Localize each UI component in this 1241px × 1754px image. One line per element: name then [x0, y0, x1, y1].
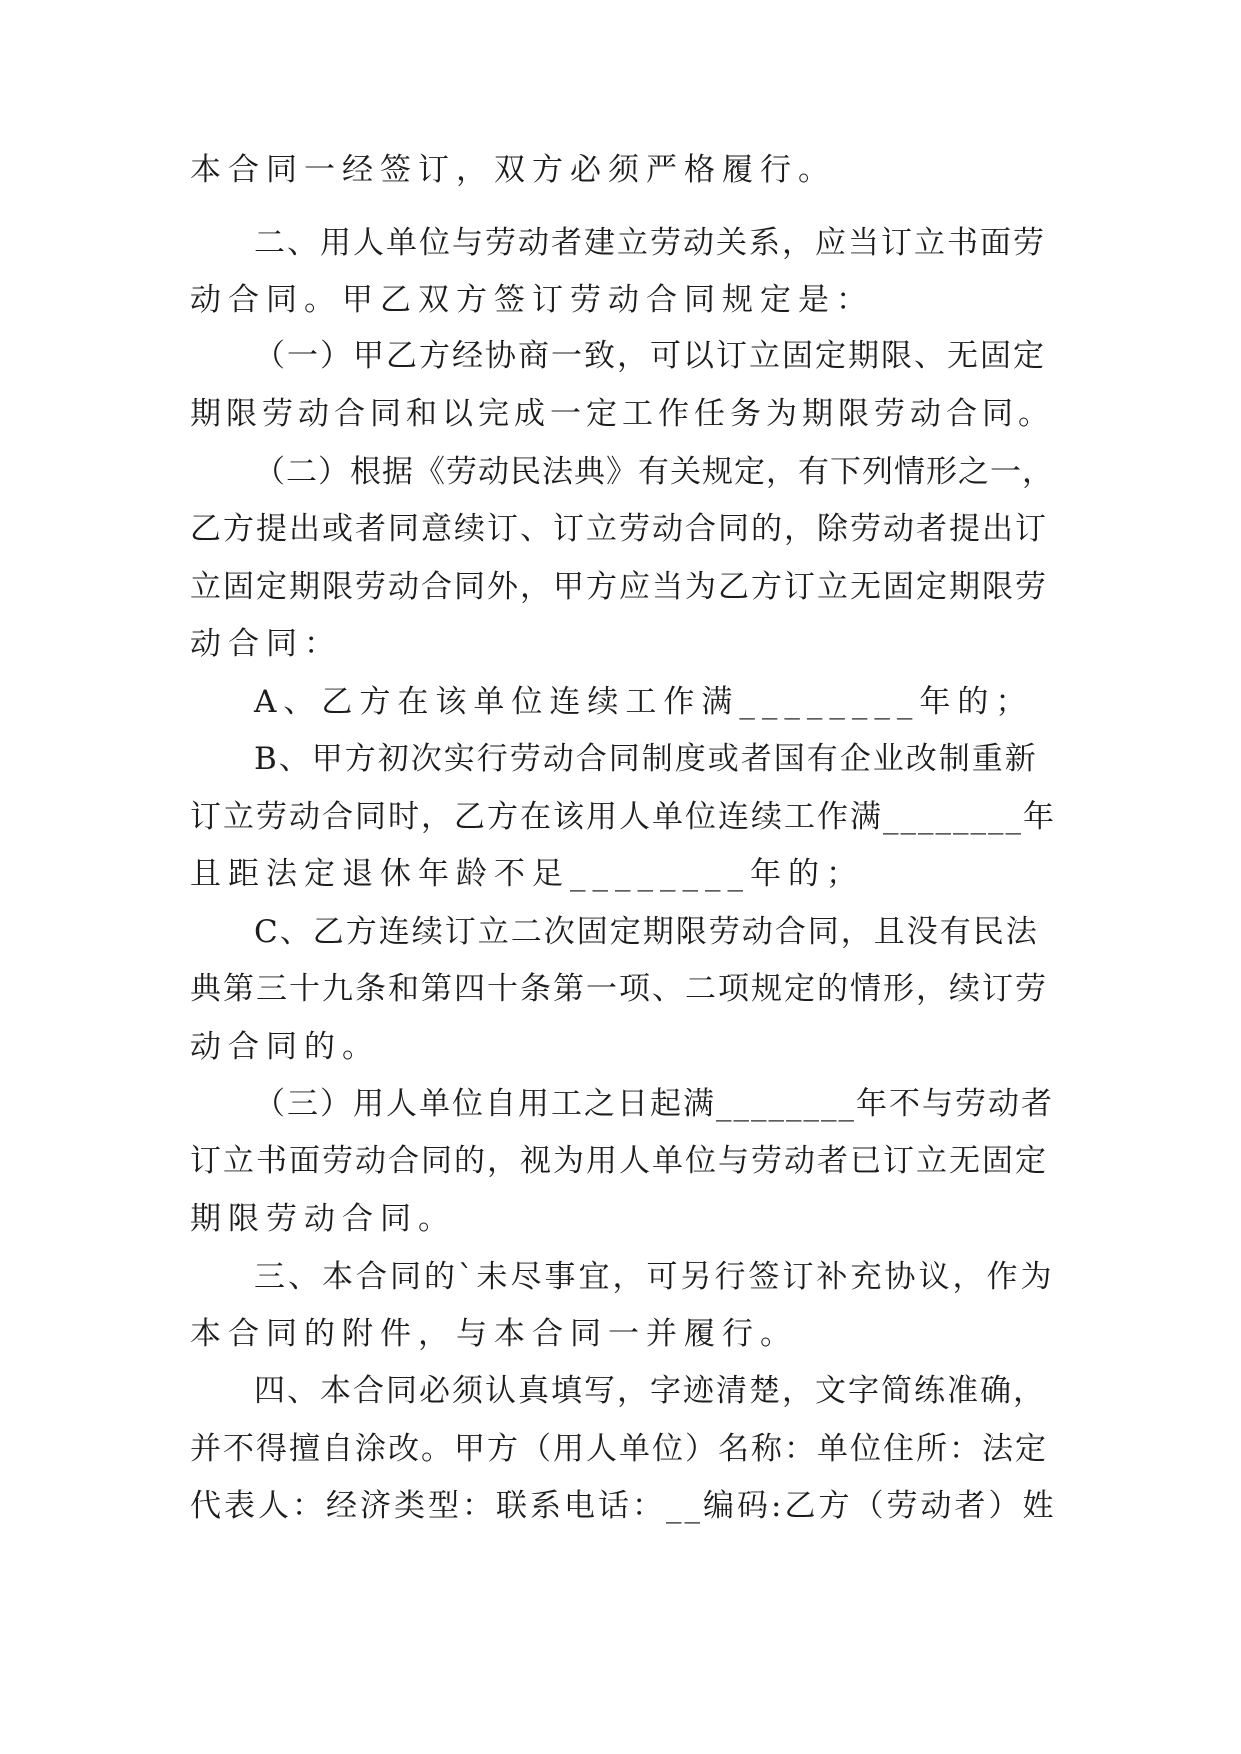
text-line: 本合同的附件，与本合同一并履行。: [190, 1316, 798, 1352]
text-line: 三、本合同的`未尽事宜，可另行签订补充协议，作为: [254, 1259, 1055, 1295]
text-line: 订立劳动合同时，乙方在该用人单位连续工作满________年: [190, 799, 1056, 835]
text-line: 典第三十九条和第四十条第一项、二项规定的情形，续订劳: [190, 971, 1048, 1007]
text-line: 乙方提出或者同意续订、订立劳动合同的，除劳动者提出订: [190, 511, 1048, 547]
text-line: 四、本合同必须认真填写，字迹清楚，文字简练准确，: [254, 1373, 1046, 1409]
text-line: 订立书面劳动合同的，视为用人单位与劳动者已订立无固定: [190, 1143, 1048, 1179]
text-line: A、乙方在该单位连续工作满________年的；: [254, 684, 1034, 720]
text-line: （三）用人单位自用工之日起满________年不与劳动者: [254, 1086, 1054, 1122]
text-line: 期限劳动合同。: [190, 1201, 456, 1237]
text-line: 并不得擅自涂改。甲方（用人单位）名称：单位住所：法定: [190, 1431, 1048, 1467]
text-line: 且距法定退休年龄不足________年的；: [190, 856, 864, 892]
text-line: 立固定期限劳动合同外，甲方应当为乙方订立无固定期限劳: [190, 569, 1048, 605]
text-line: 期限劳动合同和以完成一定工作任务为期限劳动合同。: [190, 396, 1054, 432]
text-line: C、乙方连续订立二次固定期限劳动合同，且没有民法: [254, 914, 1039, 950]
text-line: 动合同的。: [190, 1029, 380, 1065]
text-line: B、甲方初次实行劳动合同制度或者国有企业改制重新: [254, 741, 1038, 777]
text-line: 代表人：经济类型：联系电话：__编码:乙方（劳动者）姓: [190, 1488, 1057, 1524]
text-line: 动合同：: [190, 626, 342, 662]
text-line: 本合同一经签订，双方必须严格履行。: [190, 152, 836, 188]
text-line: 动合同。甲乙双方签订劳动合同规定是：: [190, 282, 874, 318]
text-line: （一）甲乙方经协商一致，可以订立固定期限、无固定: [254, 338, 1046, 374]
text-line: 二、用人单位与劳动者建立劳动关系，应当订立书面劳: [254, 225, 1046, 261]
text-line: （二）根据《劳动民法典》有关规定，有下列情形之一，: [254, 454, 1054, 490]
